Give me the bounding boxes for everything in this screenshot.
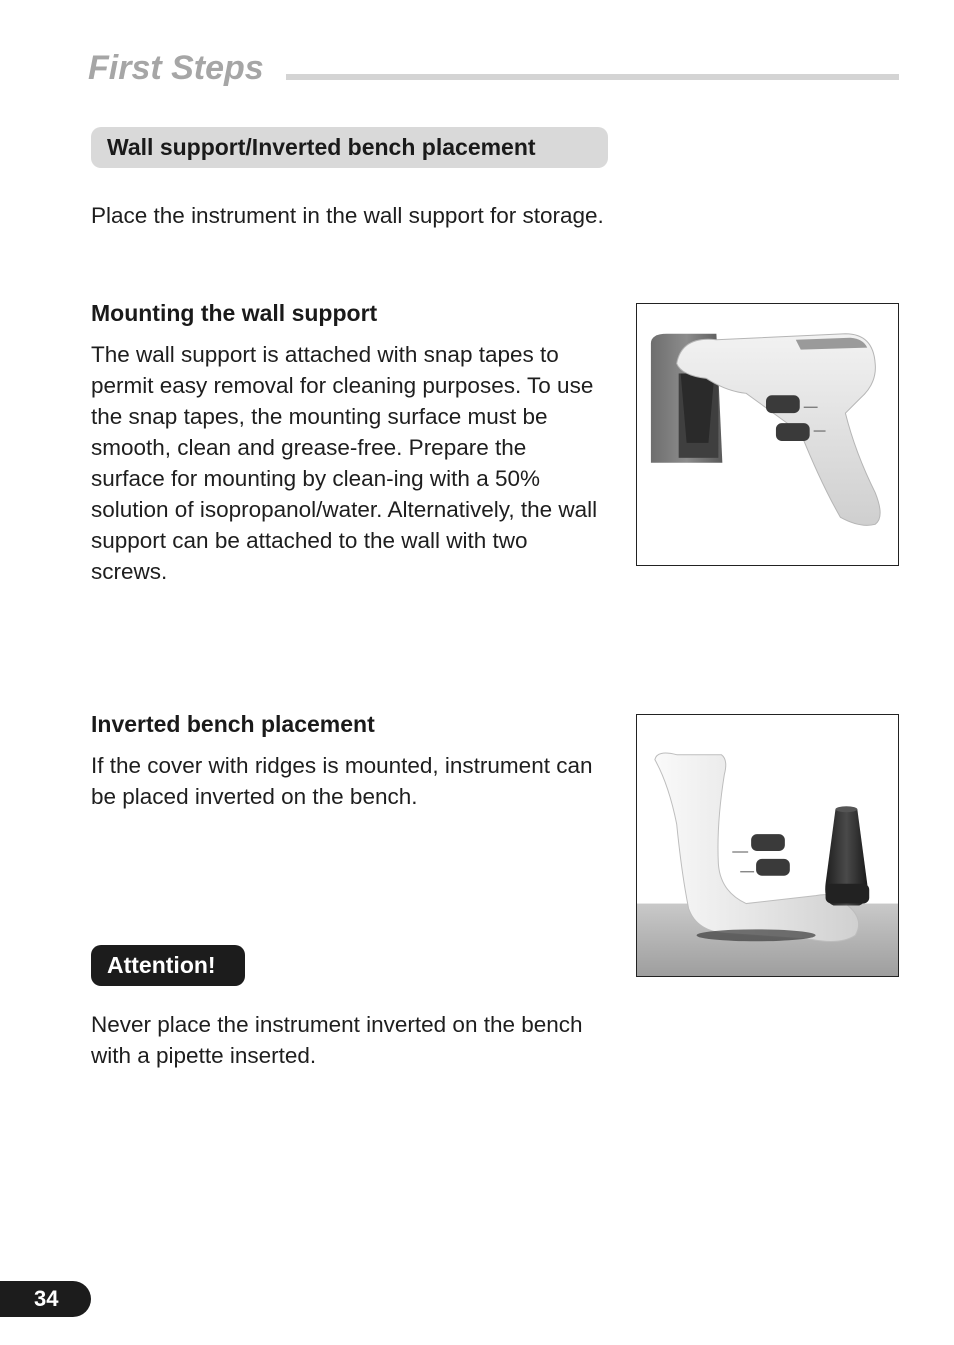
attention-paragraph: Never place the instrument inverted on the bench with a pipette inserted.	[91, 1012, 583, 1068]
title-rule	[286, 74, 899, 80]
mounting-heading: Mounting the wall support	[91, 300, 378, 326]
inverted-heading: Inverted bench placement	[91, 711, 375, 737]
wall-support-photo	[636, 303, 899, 566]
inverted-paragraph: If the cover with ridges is mounted, instrument can be placed inverted on the bench.	[91, 753, 593, 809]
page-number: 34	[0, 1281, 91, 1317]
inverted-placement-photo	[636, 714, 899, 977]
attention-label: Attention!	[91, 945, 245, 986]
section-heading: Wall support/Inverted bench placement	[91, 127, 608, 168]
chapter-title: First Steps	[88, 49, 264, 87]
mounting-paragraph: The wall support is attached with snap tapes to permit easy removal for cleaning purposes. To use the snap tapes, the mounting surface must be smooth, clean and grease-free. Prepare the surface for mounting by clean-ing with a 50% solution of isopropanol/water. Alternatively, the wall support can be attached to the wall with two screws.	[91, 342, 598, 584]
intro-paragraph: Place the instrument in the wall support for storage.	[91, 203, 604, 228]
